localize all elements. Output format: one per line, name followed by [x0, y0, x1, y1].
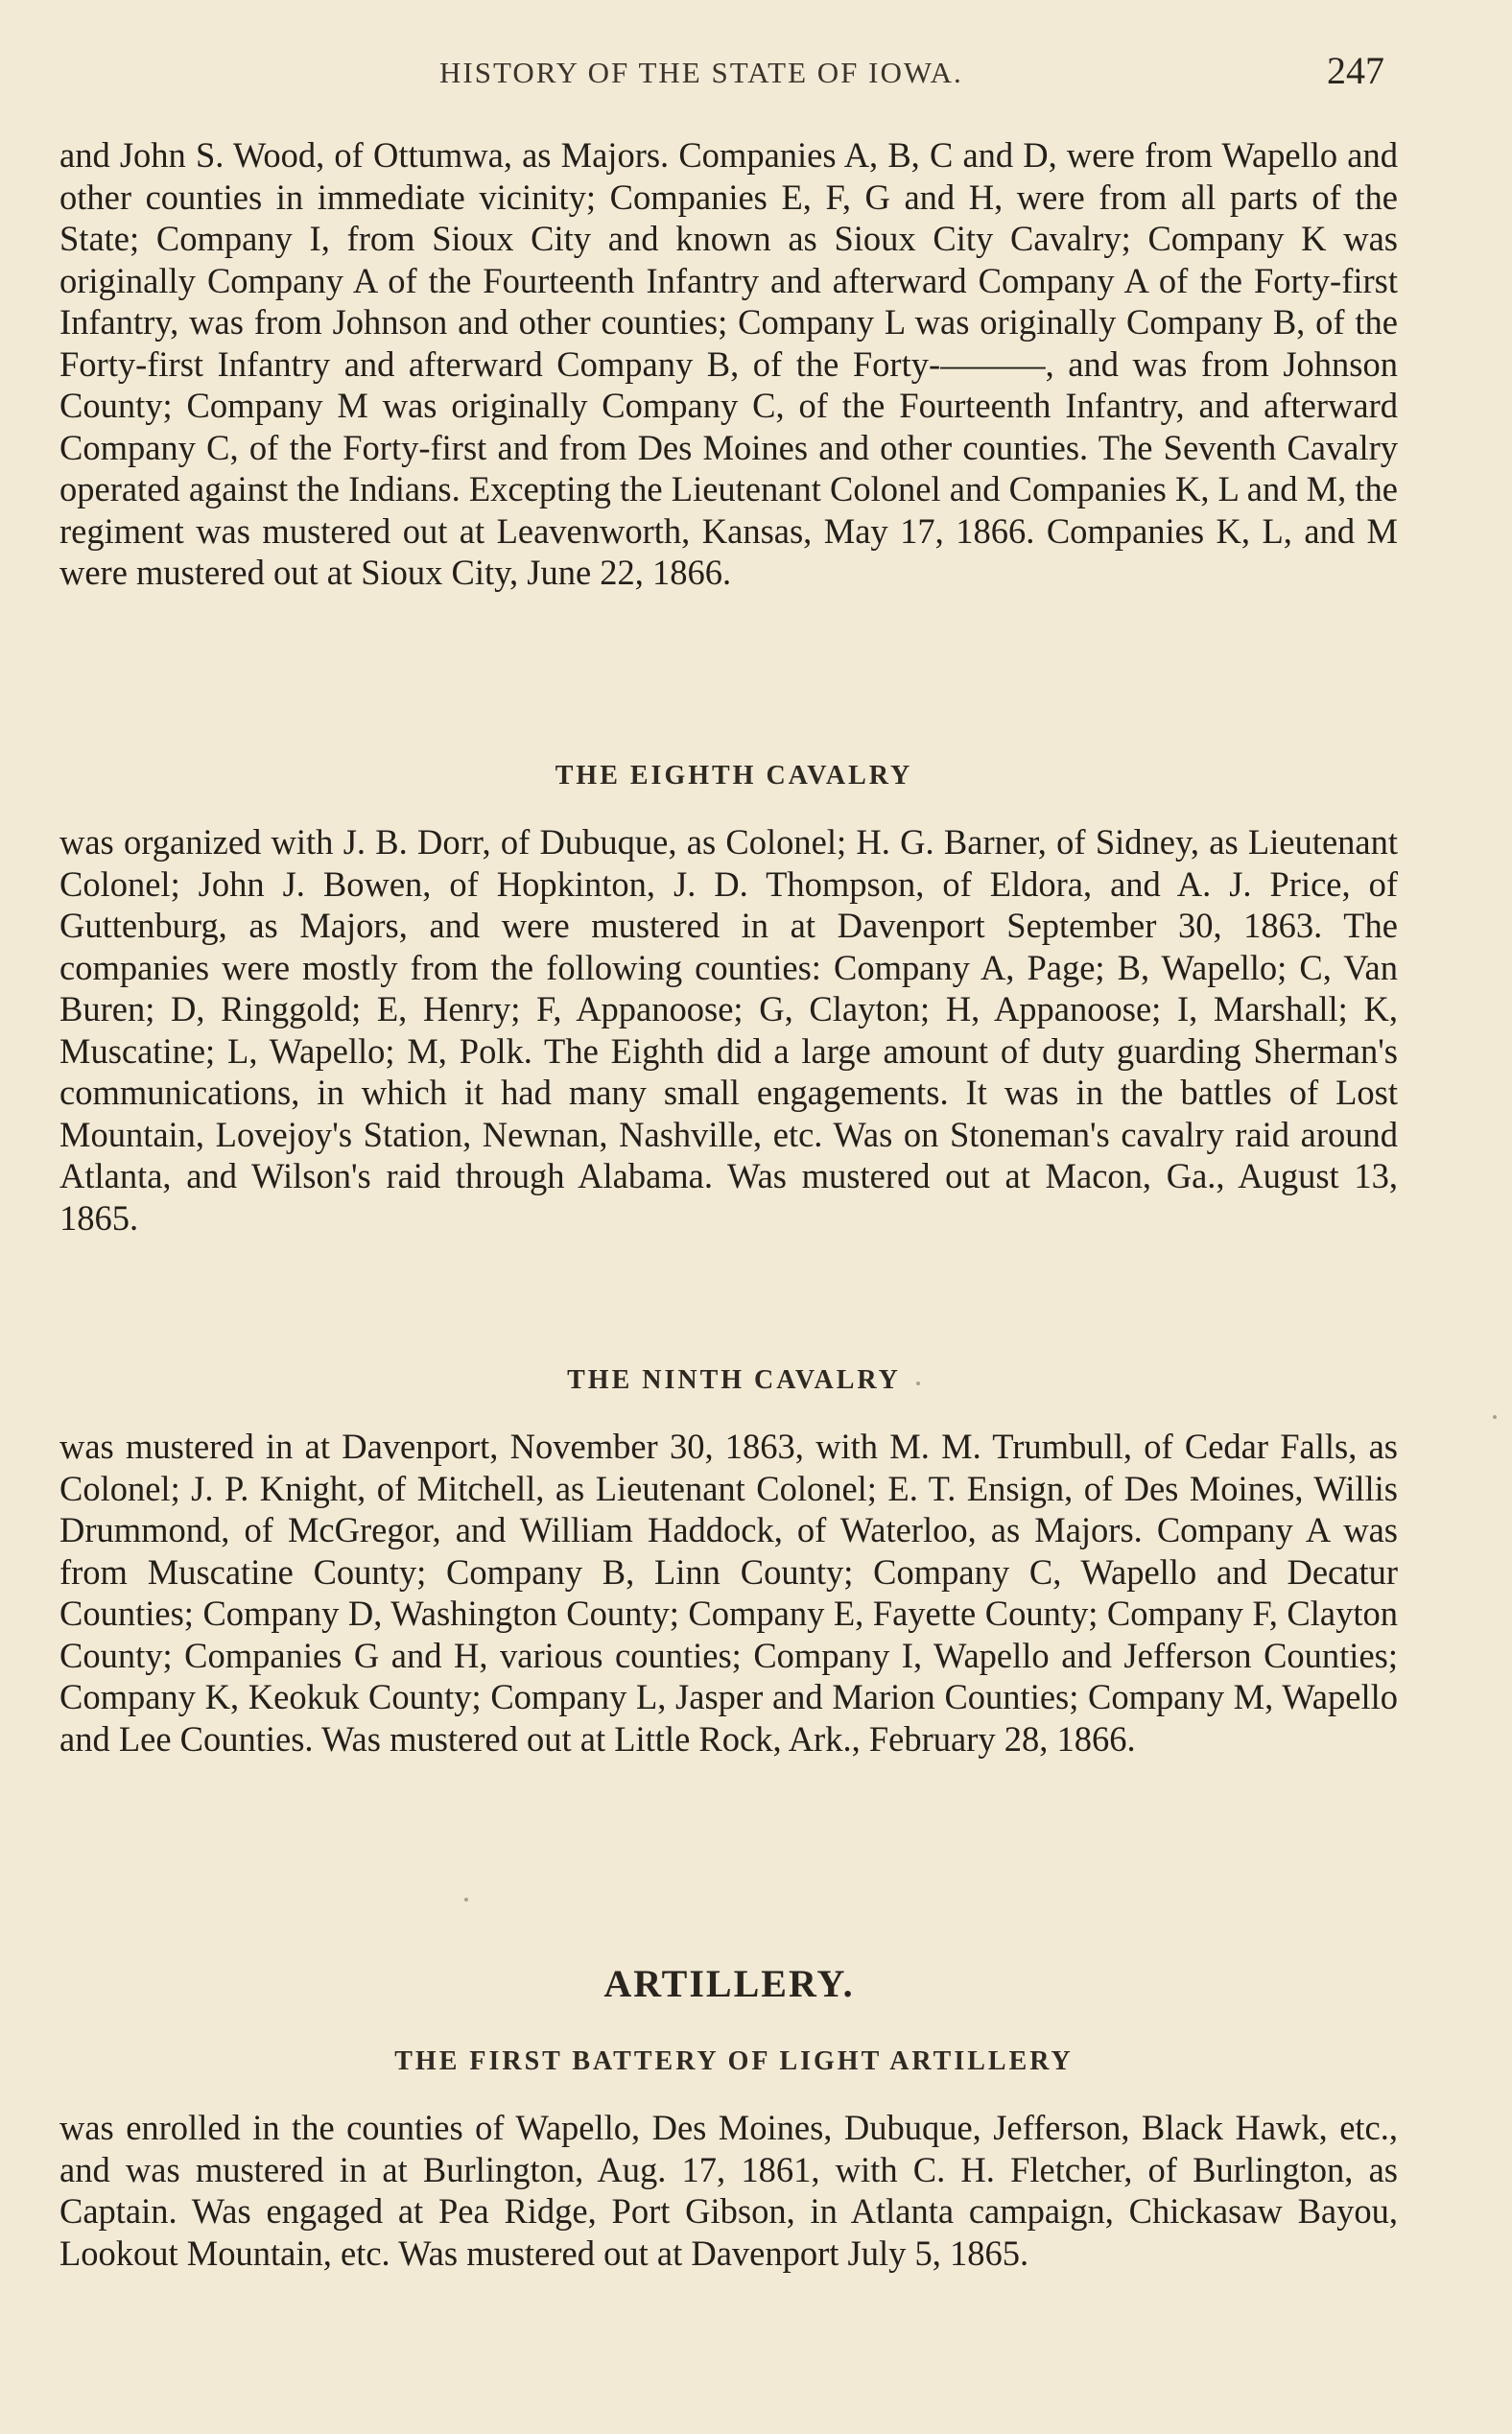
paragraph-first-battery: was enrolled in the counties of Wapello, Des Moines, Dubuque, Jefferson, Black Hawk, etc., and was mustered in at Burlington, Aug. 17, 1861, with C. H. Fletcher, of Burlington, as Captain. Was engaged at Pea Ridge, Port Gibson, in Atlanta campaign, Chickasaw Bayou, Lookout Mountain, etc. Was mustered out at Davenport July 5, 1865.: [59, 2108, 1398, 2273]
paragraph-ninth-cavalry: was mustered in at Davenport, November 30, 1863, with M. M. Trumbull, of Cedar Falls, as Colonel; J. P. Knight, of Mitchell, as Lieutenant Colonel; E. T. Ensign, of Des Moines, Willis Drummond, of McGregor, and William Haddock, of Waterloo, as Majors. Company A was from Muscatine County; Company B, Linn County; Company C, Wapello and Decatur Counties; Company D, Washington County; Company E, Fayette County; Company F, Clayton County; Companies G and H, various counties; Company I, Wapello and Jefferson Counties; Company K, Keokuk County; Company L, Jasper and Marion Counties; Company M, Wapello and Lee Counties. Was mustered out at Little Rock, Ark., February 28, 1866.: [59, 1427, 1398, 1759]
running-head-title: HISTORY OF THE STATE OF IOWA.: [439, 56, 963, 89]
paragraph-seventh-cavalry-continued: and John S. Wood, of Ottumwa, as Majors. Companies A, B, C and D, were from Wapello and other counties in immediate vicinity; Companies E, F, G and H, were from all parts of the State; Company I, from Sioux City and known as Sioux City Cavalry; Company K was originally Company A of the Fourteenth Infantry and afterward Company A of the Forty-first Infantry, was from Johnson and other counties; Company L was originally Company B, of the Forty-first Infantry and afterward Company B, of the Forty-———, and was from Johnson County; Company M was originally Company C, of the Fourteenth Infantry, and afterward Company C, of the Forty-first and from Des Moines and other counties. The Seventh Cavalry operated against the Indians. Excepting the Lieutenant Colonel and Companies K, L and M, the regiment was mustered out at Leavenworth, Kansas, May 17, 1866. Companies K, L, and M were mustered out at Sioux City, June 22, 1866.: [59, 135, 1398, 592]
paper-speck: [464, 1898, 468, 1902]
paper-speck: [916, 1382, 920, 1385]
heading-first-battery: THE FIRST BATTERY OF LIGHT ARTILLERY: [394, 2046, 1074, 2076]
heading-eighth-cavalry: THE EIGHTH CAVALRY: [555, 761, 913, 791]
heading-artillery: ARTILLERY.: [603, 1962, 855, 2005]
paper-speck: [1493, 1415, 1497, 1419]
page-number: 247: [1327, 49, 1384, 92]
heading-ninth-cavalry: THE NINTH CAVALRY: [567, 1365, 901, 1395]
paragraph-eighth-cavalry: was organized with J. B. Dorr, of Dubuque, as Colonel; H. G. Barner, of Sidney, as Lieutenant Colonel; John J. Bowen, of Hopkinton, J. D. Thompson, of Eldora, and A. J. Price, of Guttenburg, as Majors, and were mustered in at Davenport September 30, 1863. The companies were mostly from the following counties: Company A, Page; B, Wapello; C, Van Buren; D, Ringgold; E, Henry; F, Appanoose; G, Clayton; H, Appanoose; I, Marshall; K, Muscatine; L, Wapello; M, Polk. The Eighth did a large amount of duty guarding Sherman's communications, in which it had many small engagements. It was in the battles of Lost Mountain, Lovejoy's Station, Newnan, Nashville, etc. Was on Stoneman's cavalry raid around Atlanta, and Wilson's raid through Alabama. Was mustered out at Macon, Ga., August 13, 1865.: [59, 822, 1398, 1238]
